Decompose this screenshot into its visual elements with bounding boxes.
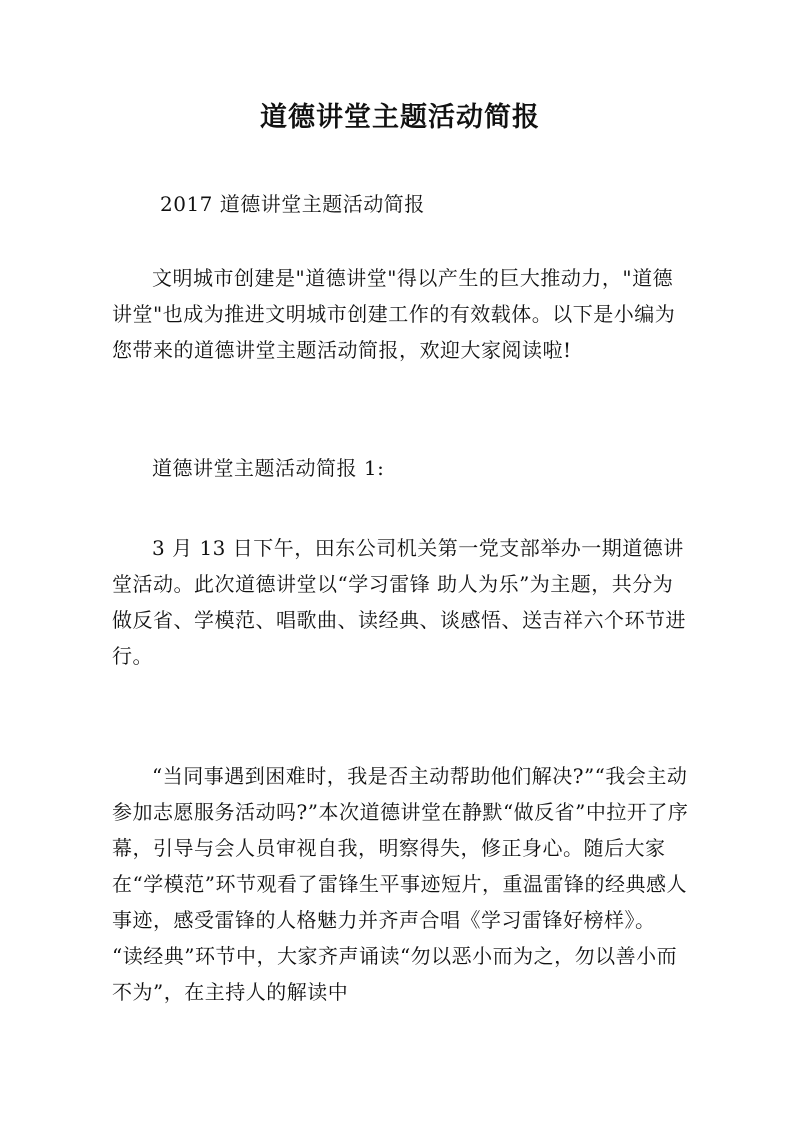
section-heading: 道德讲堂主题活动简报 1: <box>152 456 385 480</box>
body-paragraph: “当同事遇到困难时，我是否主动帮助他们解决?”“我会主动参加志愿服务活动吗?”本次道德讲堂在静默“做反省”中拉开了序幕，引导与会人员审视自我，明察得失，修正身心。随后大家在“学模范”环节观看了雷锋生平事迹短片，重温雷锋的经典感人事迹，感受雷锋的人格魅力并齐声合唱《学习雷锋好榜样》。 “读经典”环节中，大家齐声诵读“勿以恶小而为之，勿以善小而不为”，在主持人的解读中 <box>112 764 689 1004</box>
body-paragraph: 3 月 13 日下午，田东公司机关第一党支部举办一期道德讲堂活动。此次道德讲堂以“学习雷锋 助人为乐”为主题，共分为做反省、学模范、唱歌曲、读经典、谈感悟、送吉祥六个环节进行。 <box>112 536 686 668</box>
document-title: 道德讲堂主题活动简报 <box>260 102 540 133</box>
intro-paragraph: 文明城市创建是"道德讲堂"得以产生的巨大推动力，"道德讲堂"也成为推进文明城市创建工作的有效载体。以下是小编为您带来的道德讲堂主题活动简报，欢迎大家阅读啦! <box>112 266 676 362</box>
document-subtitle: 2017 道德讲堂主题活动简报 <box>160 192 425 216</box>
